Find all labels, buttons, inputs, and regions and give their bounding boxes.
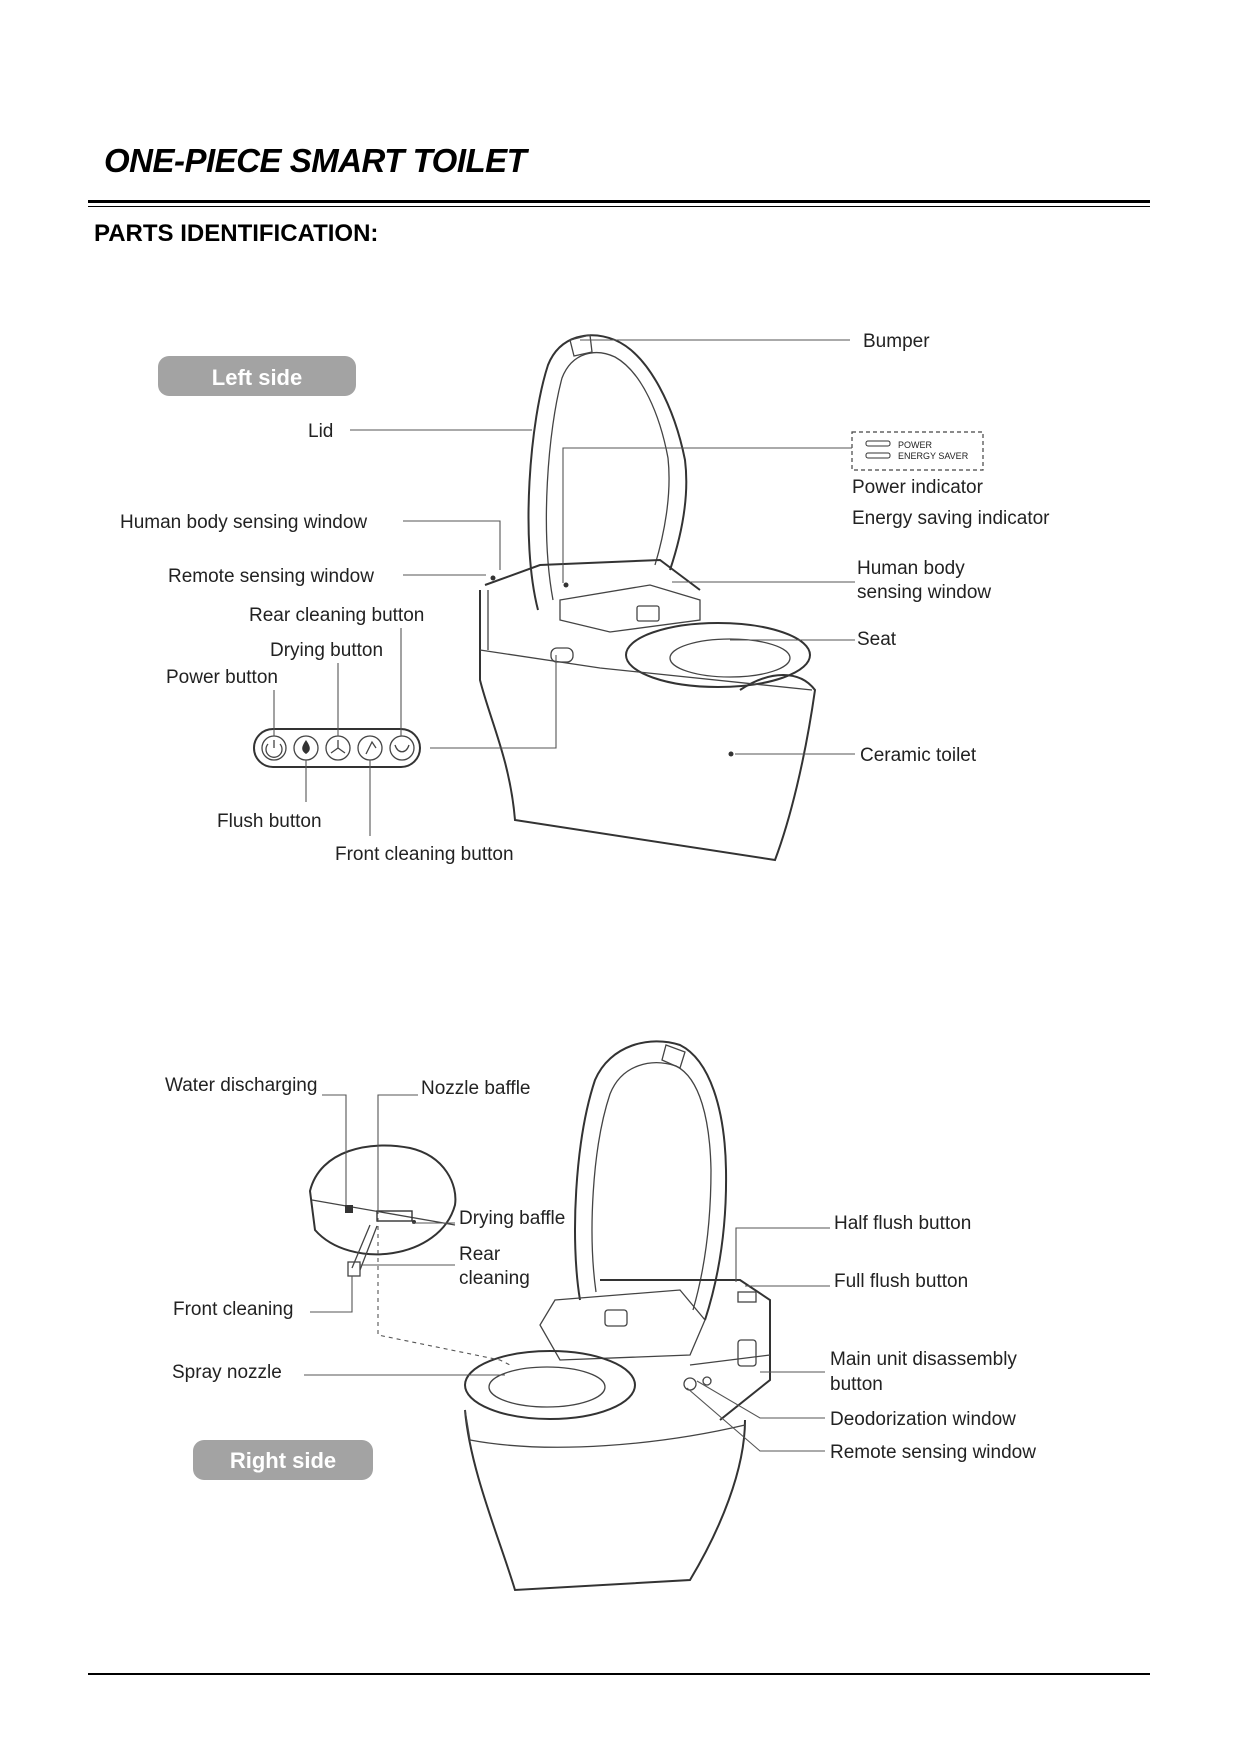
power-button-icon: [262, 736, 286, 760]
label-remote-sensing-window-left: Remote sensing window: [168, 566, 374, 587]
label-lid: Lid: [308, 421, 334, 442]
right-side-badge: [193, 1440, 373, 1480]
label-front-cleaning: Front cleaning: [173, 1299, 294, 1320]
left-side-badge-label: Left side: [211, 365, 303, 390]
label-flush-button: Flush button: [217, 811, 322, 832]
flush-button-icon: [294, 736, 318, 760]
label-power-indicator: Power indicator: [852, 477, 983, 498]
control-panel: [254, 729, 420, 767]
label-human-body-sensing-window-right-1: Human body: [857, 558, 965, 579]
label-remote-sensing-window-right: Remote sensing window: [830, 1442, 1036, 1463]
label-drying-button: Drying button: [270, 640, 384, 661]
label-full-flush-button: Full flush button: [834, 1271, 969, 1292]
drying-button-icon: [326, 736, 350, 760]
label-human-body-sensing-window-left: Human body sensing window: [120, 512, 368, 533]
toilet-illustration-right: [465, 1041, 770, 1590]
indicator-power-text: POWER: [898, 440, 933, 450]
label-ceramic-toilet: Ceramic toilet: [860, 745, 977, 766]
label-deodorization-window: Deodorization window: [830, 1409, 1016, 1430]
label-power-button: Power button: [166, 667, 278, 688]
left-view: [120, 331, 1050, 865]
label-bumper: Bumper: [863, 331, 930, 352]
label-half-flush-button: Half flush button: [834, 1213, 972, 1234]
label-drying-baffle: Drying baffle: [459, 1208, 566, 1229]
rear-cleaning-button-icon: [390, 736, 414, 760]
label-human-body-sensing-window-right-2: sensing window: [857, 582, 992, 603]
label-spray-nozzle: Spray nozzle: [172, 1362, 282, 1383]
section-subtitle: PARTS IDENTIFICATION:: [94, 220, 379, 247]
right-leader-lines: [304, 1095, 830, 1451]
label-front-cleaning-button: Front cleaning button: [335, 844, 514, 865]
footer-rule: [88, 1673, 1150, 1675]
indicator-panel: [852, 432, 983, 470]
label-main-unit-disassembly-1: Main unit disassembly: [830, 1349, 1017, 1370]
label-nozzle-baffle: Nozzle baffle: [421, 1078, 531, 1099]
right-view: [165, 1041, 1036, 1590]
label-water-discharging: Water discharging: [165, 1075, 318, 1096]
label-rear-cleaning-button: Rear cleaning button: [249, 605, 425, 626]
indicator-energy-saver-text: ENERGY SAVER: [898, 451, 969, 461]
left-side-badge: [158, 356, 356, 396]
page-title: ONE-PIECE SMART TOILET: [104, 142, 527, 179]
label-energy-saving-indicator: Energy saving indicator: [852, 508, 1050, 529]
label-rear-cleaning-1: Rear: [459, 1244, 501, 1265]
front-cleaning-button-icon: [358, 736, 382, 760]
nozzle-detail-inset: [310, 1145, 455, 1276]
label-rear-cleaning-2: cleaning: [459, 1268, 530, 1289]
right-side-badge-label: Right side: [229, 1448, 337, 1473]
label-main-unit-disassembly-2: button: [830, 1374, 883, 1395]
left-leader-lines: [274, 340, 855, 836]
label-seat: Seat: [857, 629, 897, 650]
toilet-illustration-left: [480, 335, 815, 860]
